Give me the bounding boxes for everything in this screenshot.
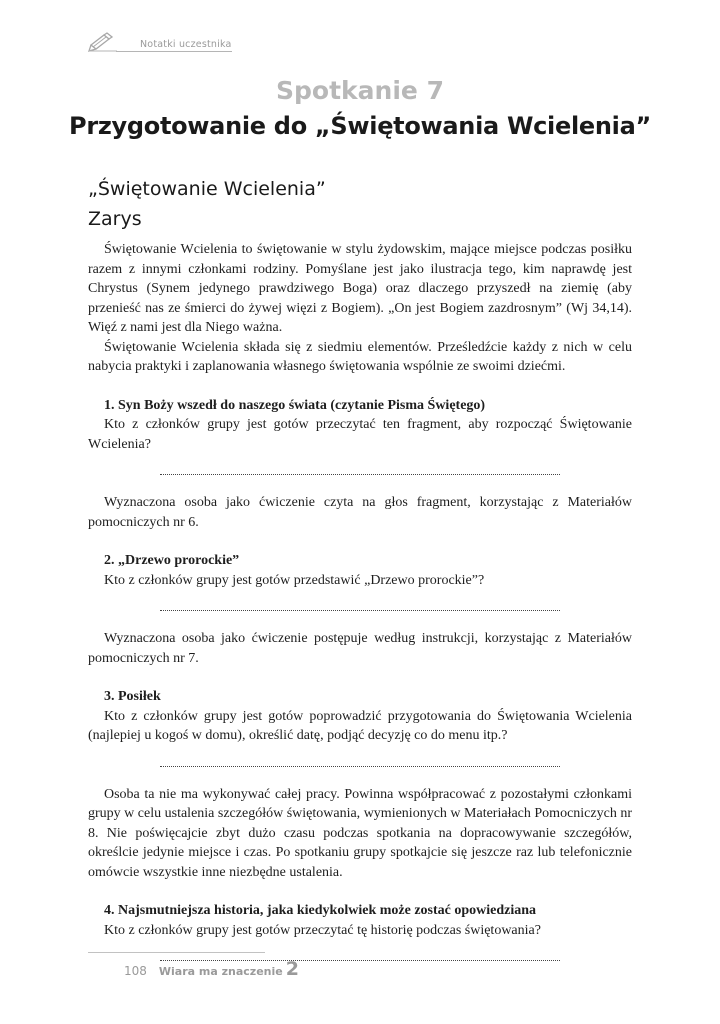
item-3-heading: 3. Posiłek: [104, 689, 161, 704]
meeting-number: Spotkanie 7: [276, 76, 444, 105]
answer-line-3: [160, 746, 560, 767]
pencil-icon: [88, 30, 118, 52]
item-1-note: Wyznaczona osoba jako ćwiczenie czyta na głos fragment, korzystając z Materiałów pomocniczych nr 6.: [88, 495, 632, 530]
publication-number: 2: [285, 958, 299, 980]
running-head: [88, 30, 232, 52]
running-head-label: Notatki uczestnika: [116, 39, 232, 52]
intro-paragraph-2: Świętowanie Wcielenia składa się z siedmiu elementów. Prześledźcie każdy z nich w celu nabycia praktyki i zaplanowania własnego świętowania wspólnie ze swoimi dziećmi.: [88, 339, 632, 374]
item-1-heading: 1. Syn Boży wszedł do naszego świata (czytanie Pisma Świętego): [104, 397, 486, 413]
intro-paragraph-1: Świętowanie Wcielenia to świętowanie w stylu żydowskim, mające miejsce podczas posiłku razem z innymi członkami rodziny. Pomyślane jest jako ilustracja tego, kim naprawdę jest Chrystus (Synem jedynego prawdziwego Boga) oraz dlaczego przyszedł na ziemię (aby przenieść nas ze śmierci do żywej więzi z Bogiem). „On jest Bogiem zazdrosnym” (Wj 34,14). Więź z nami jest dla Niego ważna.: [88, 242, 632, 335]
answer-line-1: [160, 454, 560, 475]
page-number: 108: [124, 964, 147, 978]
footer-rule: [88, 952, 265, 953]
answer-line-2: [160, 590, 560, 611]
body-text: [88, 240, 632, 979]
item-2-question: Kto z członków grupy jest gotów przedstawić „Drzewo prorockie”?: [104, 572, 485, 588]
section-title-line-1: „Świętowanie Wcielenia”: [88, 178, 326, 200]
item-4-question: Kto z członków grupy jest gotów przeczytać tę historię podczas świętowania?: [104, 922, 541, 938]
publication-title: Wiara ma znaczenie: [158, 965, 283, 978]
section-title-line-2: Zarys: [88, 208, 142, 230]
item-3-note: Osoba ta nie ma wykonywać całej pracy. Powinna współpracować z pozostałymi członkami grupy w celu ustalenia szczegółów świętowania, wymienionych w Materiałach Pomocniczych nr 8. Nie poświęcajcie zbyt dużo czasu podczas spotkania na dopracowywanie szczegółów, określcie jedynie miejsce i czas. Po spotkaniu grupy spotkajcie się jeszcze raz lub telefonicznie omówcie wszystkie inne niezbędne ustalenia.: [88, 786, 632, 880]
page-title: Przygotowanie do „Świętowania Wcielenia”: [69, 112, 651, 140]
item-2-note: Wyznaczona osoba jako ćwiczenie postępuje według instrukcji, korzystając z Materiałów pomocniczych nr 7.: [88, 631, 632, 666]
item-3-question: Kto z członków grupy jest gotów poprowadzić przygotowania do Świętowania Wcielenia (najlepiej u kogoś w domu), określić datę, podjąć decyzję co do menu itp.?: [88, 708, 632, 743]
section-title: [88, 174, 326, 234]
item-4-heading: 4. Najsmutniejsza historia, jaka kiedykolwiek może zostać opowiedziana: [104, 903, 537, 918]
footer: [124, 958, 299, 980]
item-2-heading: 2. „Drzewo prorockie”: [104, 553, 240, 568]
item-1-question: Kto z członków grupy jest gotów przeczytać ten fragment, aby rozpocząć Świętowanie Wcielenia?: [88, 417, 632, 452]
